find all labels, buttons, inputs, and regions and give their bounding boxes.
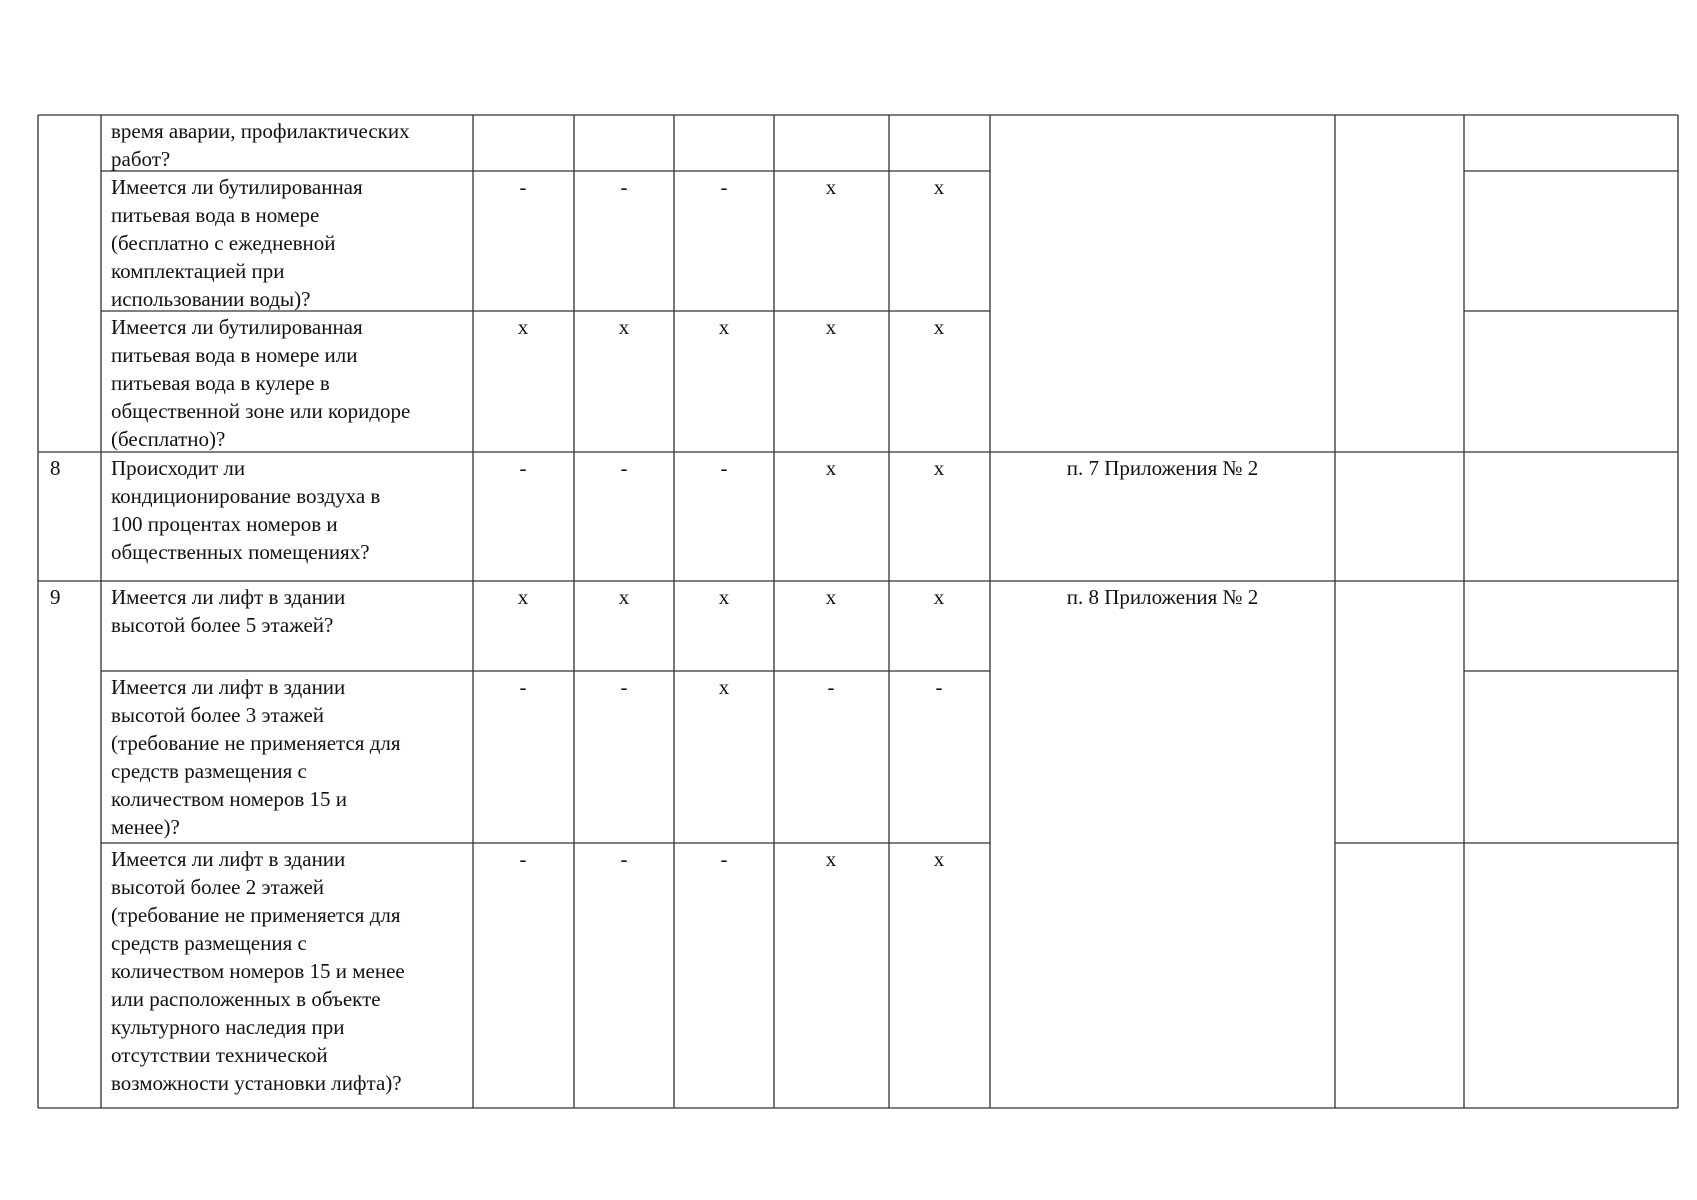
row-mark: x [718, 585, 730, 609]
row-mark: - [519, 175, 527, 199]
row-mark: - [519, 847, 527, 871]
row-mark: x [718, 315, 730, 339]
row-mark: x [825, 175, 837, 199]
row-mark: x [825, 847, 837, 871]
row-mark: - [827, 675, 835, 699]
row-number: 9 [50, 585, 61, 609]
row-mark: - [720, 175, 728, 199]
row-question: Происходит ли кондиционирование воздуха в 100 процентах номеров и общественных помещениях? [111, 456, 381, 564]
row-reference: п. 7 Приложения № 2 [1066, 456, 1259, 480]
row-question: Имеется ли лифт в здании высотой более 5 этажей? [111, 585, 346, 637]
row-mark: x [825, 315, 837, 339]
row-mark: x [933, 175, 945, 199]
row-mark: x [718, 675, 730, 699]
row-mark: - [935, 675, 943, 699]
row-question: Имеется ли бутилированная питьевая вода в номере (бесплатно с ежедневной комплектацией при использовании воды)? [111, 175, 363, 311]
row-question: Имеется ли лифт в здании высотой более 3 этажей (требование не применяется для средств размещения с количеством номеров 15 и менее)? [111, 675, 401, 839]
row-mark: x [517, 315, 529, 339]
row-mark: - [620, 675, 628, 699]
row-mark: - [620, 847, 628, 871]
row-mark: - [720, 456, 728, 480]
row-reference: п. 8 Приложения № 2 [1066, 585, 1259, 609]
row-mark: - [519, 675, 527, 699]
row-mark: x [825, 456, 837, 480]
row-mark: x [618, 315, 630, 339]
row-mark: - [620, 175, 628, 199]
row-mark: - [720, 847, 728, 871]
row-mark: x [933, 847, 945, 871]
row-mark: - [620, 456, 628, 480]
row-mark: x [933, 456, 945, 480]
row-mark: - [519, 456, 527, 480]
row-question: время аварии, профилактических работ? [111, 119, 410, 171]
row-mark: x [933, 585, 945, 609]
row-number: 8 [50, 456, 61, 480]
row-mark: x [618, 585, 630, 609]
row-mark: x [517, 585, 529, 609]
row-question: Имеется ли лифт в здании высотой более 2 этажей (требование не применяется для средств размещения с количеством номеров 15 и менее или расположенных в объекте культурного наследия при отсутствии технической возможности установки лифта)? [111, 847, 405, 1095]
row-mark: x [825, 585, 837, 609]
row-mark: x [933, 315, 945, 339]
row-question: Имеется ли бутилированная питьевая вода в номере или питьевая вода в кулере в общественной зоне или коридоре (бесплатно)? [111, 315, 411, 451]
